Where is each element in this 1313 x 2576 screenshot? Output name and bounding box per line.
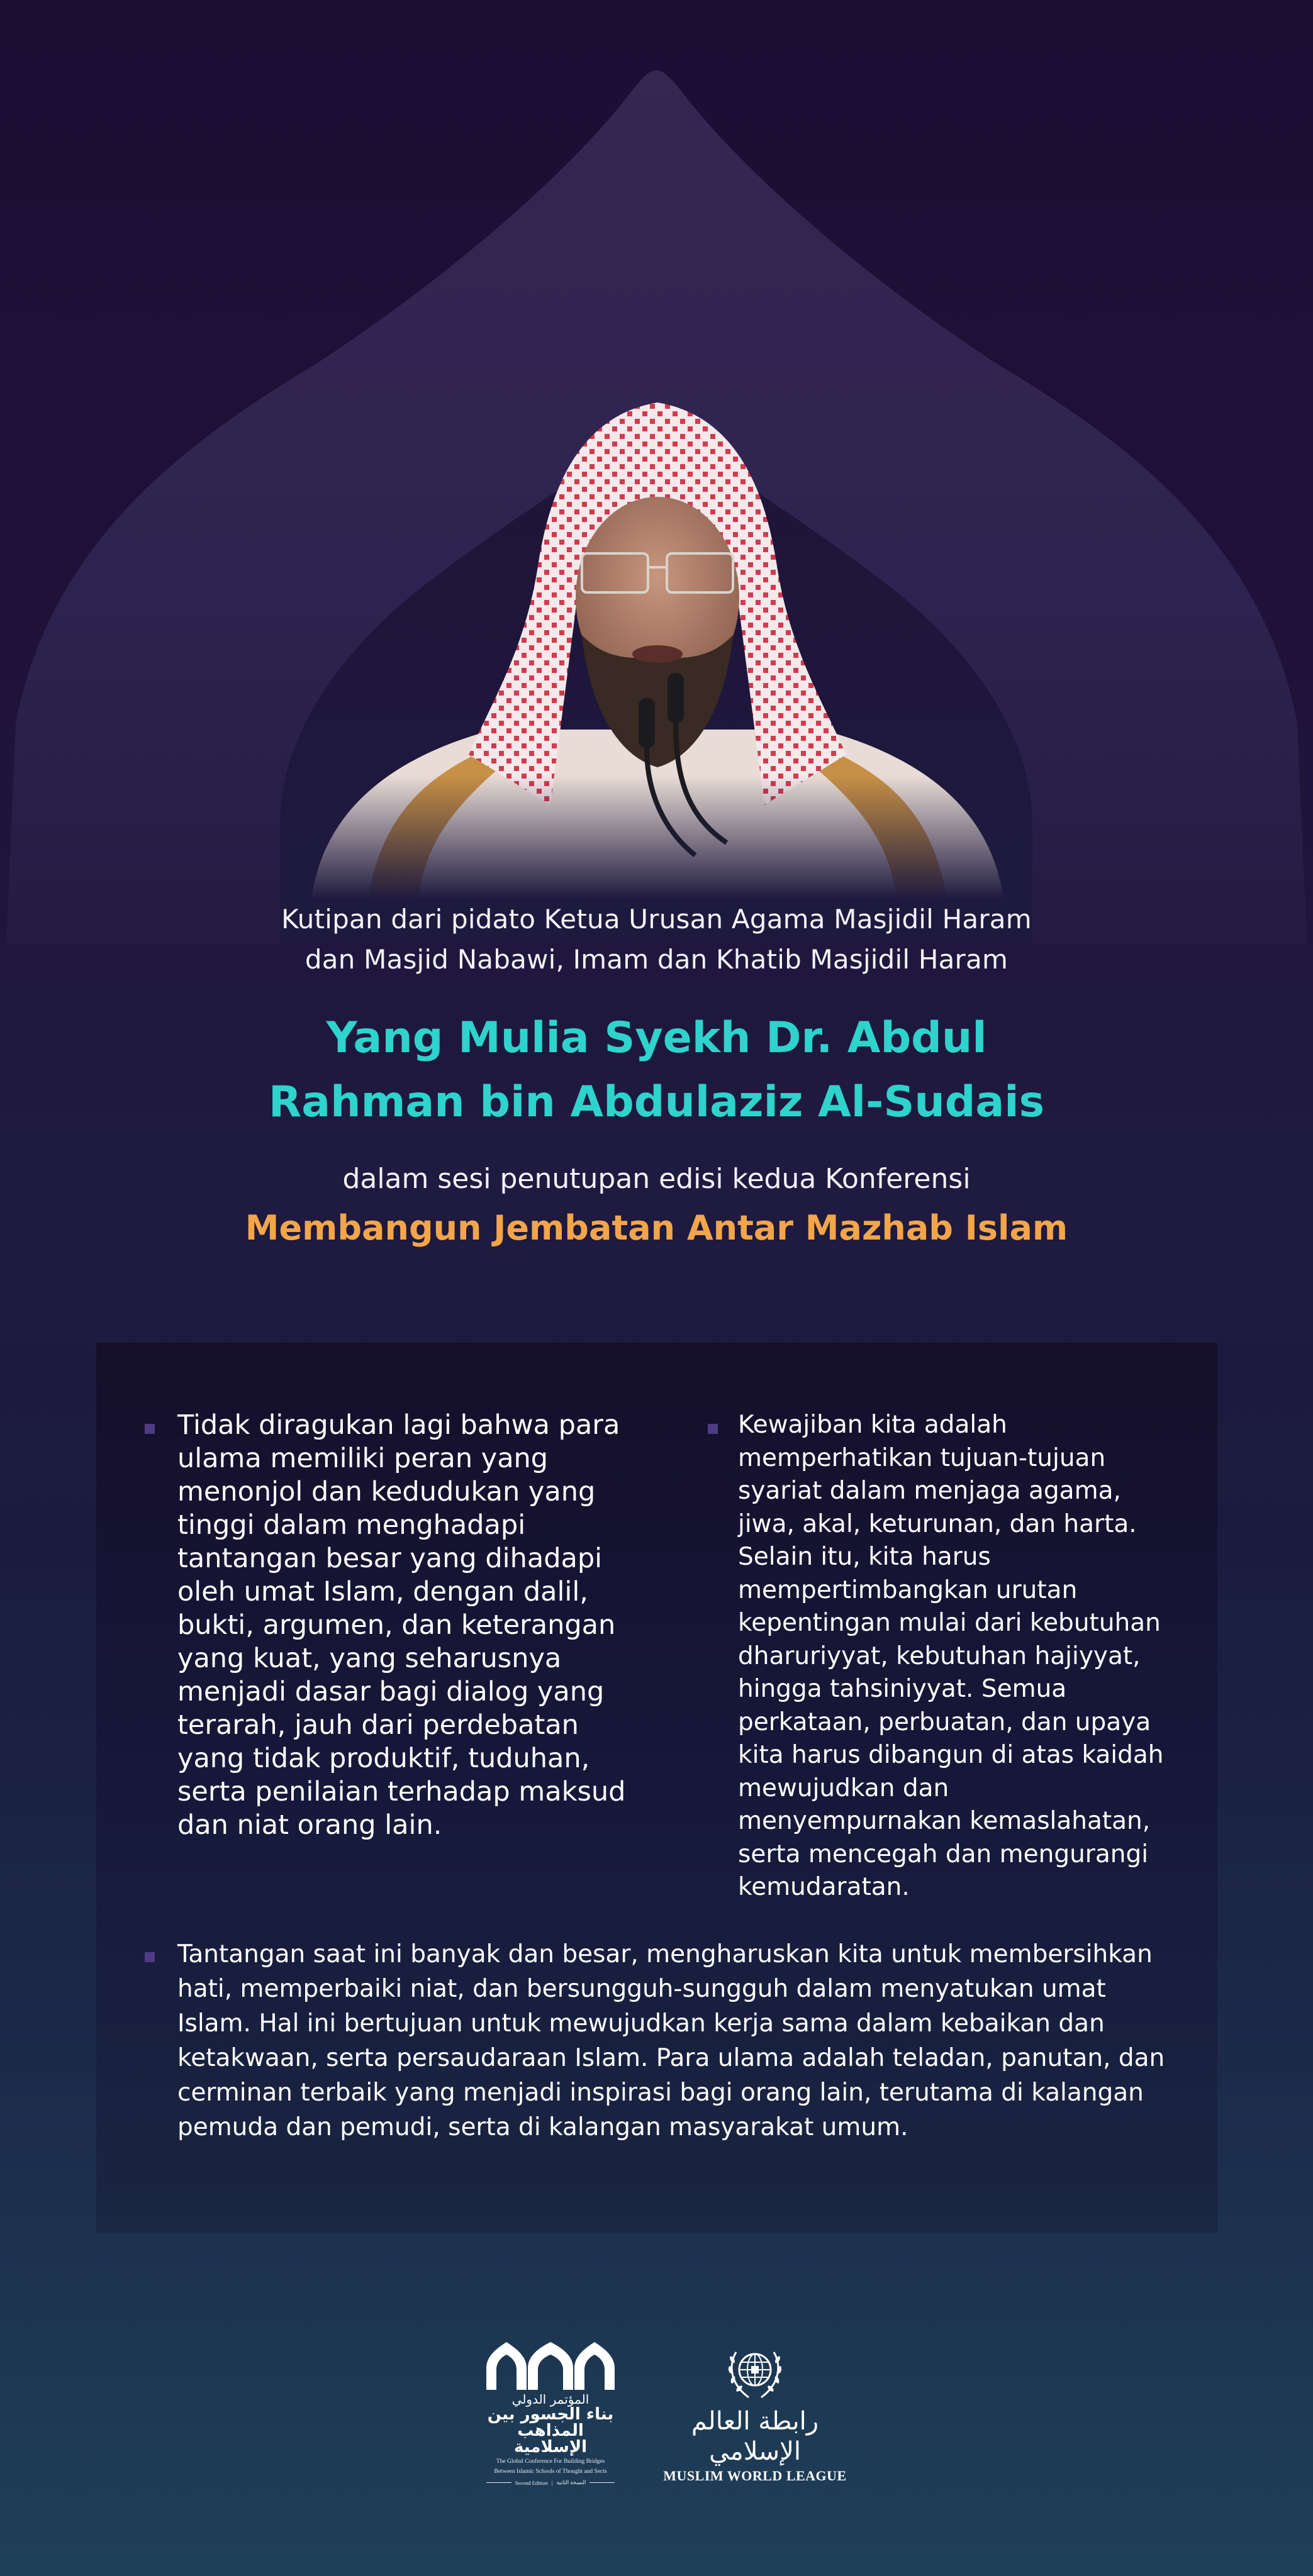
bridges-english-line-1: The Global Conference For Building Bridges xyxy=(496,2458,605,2465)
edition-english: Second Edition xyxy=(515,2479,548,2486)
three-domes-icon xyxy=(481,2340,620,2390)
divider xyxy=(486,2482,511,2483)
speaker-name-line-2: Rahman bin Abdulaziz Al-Sudais xyxy=(268,1077,1045,1127)
intro-line-1: Kutipan dari pidato Ketua Urusan Agama Masjidil Haram xyxy=(281,904,1032,935)
bridges-edition xyxy=(478,2479,623,2486)
bridges-conference-logo xyxy=(478,2340,623,2484)
mwl-english-name: MUSLIM WORLD LEAGUE xyxy=(663,2468,847,2484)
square-bullet-icon xyxy=(145,1952,155,1962)
quote-item-1 xyxy=(145,1409,642,1842)
quote-item-3 xyxy=(145,1937,1189,2145)
edition-arabic: النسخة الثانية xyxy=(556,2479,586,2485)
quote-text: Tantangan saat ini banyak dan besar, mengharuskan kita untuk membersihkan hati, memperbaiki niat, dan bersungguh-sungguh dalam menyatukan umat Islam. Hal ini bertujuan untuk mewujudkan kerja sama dalam kebaikan dan ketakwaan, serta persaudaraan Islam. Para ulama adalah teladan, panutan, dan cerminan terbaik yang menjadi inspirasi bagi orang lain, terutama di kalangan pemuda dan pemudi, serta di kalangan masyarakat umum. xyxy=(177,1940,1165,2141)
bridges-arabic-line-3: المذاهب الإسلامية xyxy=(513,2421,588,2457)
mwl-arabic-name: رابطة العالم الإسلامي xyxy=(691,2407,819,2466)
edition-separator: | xyxy=(551,2479,553,2486)
session-line: dalam sesi penutupan edisi kedua Konferensi xyxy=(342,1163,971,1195)
conference-name: Membangun Jembatan Antar Mazhab Islam xyxy=(245,1208,1068,1248)
bridges-arabic-line-2: بناء الجسور بين xyxy=(487,2405,614,2424)
intro-line-2: dan Masjid Nabawi, Imam dan Khatib Masjidil Haram xyxy=(305,944,1008,975)
speaker-name xyxy=(0,1006,1313,1135)
square-bullet-icon xyxy=(145,1424,155,1434)
speaker-name-line-1: Yang Mulia Syekh Dr. Abdul xyxy=(326,1013,987,1063)
intro-section xyxy=(0,899,1313,1252)
muslim-world-league-logo xyxy=(661,2340,849,2484)
speaker-portrait xyxy=(286,402,1029,899)
footer-logos xyxy=(478,2340,856,2484)
bridges-english-line-2: Between Islamic Schools of Thought and Sects xyxy=(494,2468,607,2475)
globe-laurel-icon xyxy=(724,2340,786,2402)
quote-item-2 xyxy=(708,1409,1186,1904)
quote-text: Kewajiban kita adalah memperhatikan tujuan-tujuan syariat dalam menjaga agama, jiwa, akal, keturunan, dan harta. Selain itu, kita harus mempertimbangkan urutan kepentingan mulai dari kebutuhan dharuriyyat, kebutuhan hajiyyat, hingga tahsiniyyat. Semua perkataan, perbuatan, dan upaya kita harus dibangun di atas kaidah mewujudkan dan menyempurnakan kemaslahatan, serta mencegah dan mengurangi kemudaratan. xyxy=(738,1411,1164,1901)
quote-text: Tidak diragukan lagi bahwa para ulama memiliki peran yang menonjol dan kedudukan yang tinggi dalam menghadapi tantangan besar yang dihadapi oleh umat Islam, dengan dalil, bukti, argumen, dan keterangan yang kuat, yang seharusnya menjadi dasar bagi dialog yang terarah, jauh dari perdebatan yang tidak produktif, tuduhan, serta penilaian terhadap maksud dan niat orang lain. xyxy=(177,1409,626,1841)
divider xyxy=(589,2482,615,2483)
bridges-arabic-line-1: المؤتمر الدولي xyxy=(511,2392,589,2407)
square-bullet-icon xyxy=(708,1424,718,1434)
